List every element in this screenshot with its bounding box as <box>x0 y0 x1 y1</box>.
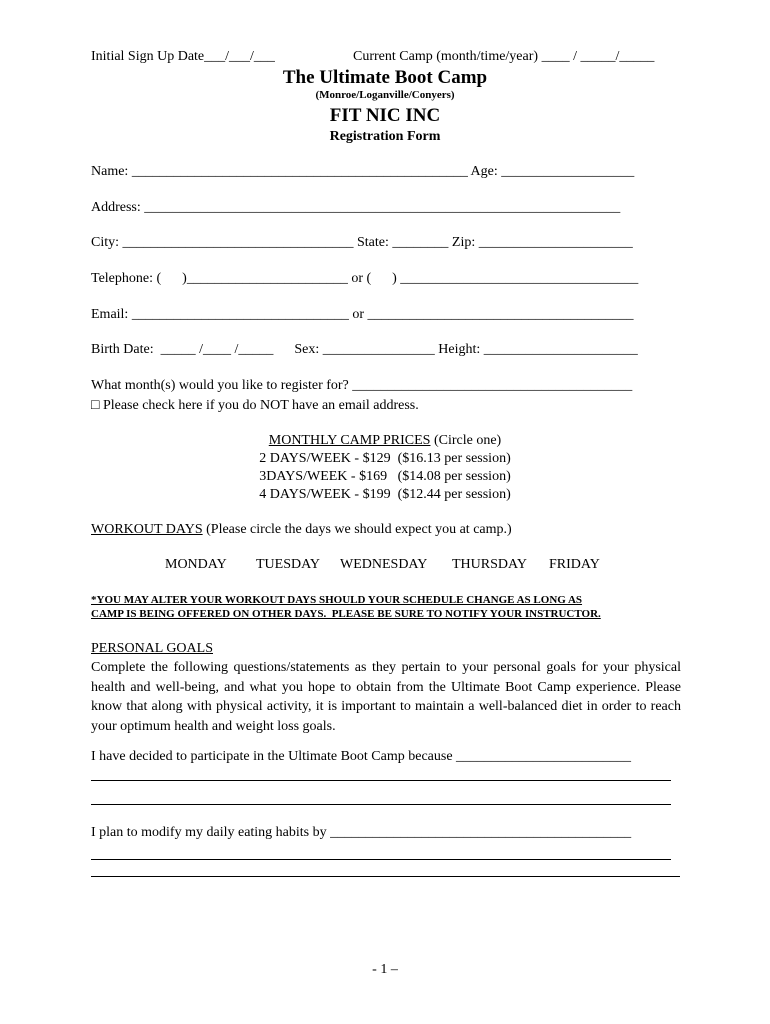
goal-question-eating[interactable]: I plan to modify my daily eating habits by ___________________________________________ <box>91 825 632 840</box>
day-monday[interactable]: MONDAY <box>165 557 227 572</box>
signup-date-field[interactable]: Initial Sign Up Date___/___/___ <box>91 49 275 64</box>
goal-question-reason[interactable]: I have decided to participate in the Ultimate Boot Camp because _________________________ <box>91 749 632 764</box>
company-name: FIT NIC INC <box>329 105 441 126</box>
day-friday[interactable]: FRIDAY <box>549 557 600 572</box>
schedule-warning-line-2: CAMP IS BEING OFFERED ON OTHER DAYS. PLEASE BE SURE TO NOTIFY YOUR INSTRUCTOR. <box>91 608 601 620</box>
address-field[interactable]: Address: ____________________________________________________________________ <box>91 200 621 215</box>
day-thursday[interactable]: THURSDAY <box>452 557 527 572</box>
goals-intro: Complete the following questions/statements as they pertain to your personal goals for your physical health and well-being, and what you hope to obtain from the Ultimate Boot Camp experience. Please know that along with physical activity, it is important to maintain a well-balanced diet in order to reach your optimum health and weight loss goals. <box>91 660 681 734</box>
price-option[interactable]: 3DAYS/WEEK - $169 ($14.08 per session) <box>259 469 511 484</box>
telephone-field[interactable]: Telephone: ( )_______________________ or ( ) __________________________________ <box>91 271 639 286</box>
prices-heading-line <box>0 433 770 449</box>
city-state-zip-field[interactable]: City: _________________________________ State: ________ Zip: ______________________ <box>91 235 633 250</box>
price-option[interactable]: 2 DAYS/WEEK - $129 ($16.13 per session) <box>259 451 511 466</box>
workout-heading-line <box>91 522 512 538</box>
day-tuesday[interactable]: TUESDAY <box>256 557 321 572</box>
form-name: Registration Form <box>329 129 441 144</box>
goals-heading: PERSONAL GOALS <box>91 641 213 656</box>
answer-line[interactable] <box>91 804 671 805</box>
day-wednesday[interactable]: WEDNESDAY <box>340 557 428 572</box>
price-option[interactable]: 4 DAYS/WEEK - $199 ($12.44 per session) <box>259 487 511 502</box>
no-email-checkbox[interactable]: □ Please check here if you do NOT have an email address. <box>91 398 419 413</box>
answer-line[interactable] <box>91 780 671 781</box>
name-age-field[interactable]: Name: ________________________________________________ Age: ___________________ <box>91 164 635 179</box>
schedule-warning-line-1: *YOU MAY ALTER YOUR WORKOUT DAYS SHOULD YOUR SCHEDULE CHANGE AS LONG AS <box>91 594 583 606</box>
email-field[interactable]: Email: _______________________________ or ______________________________________ <box>91 307 634 322</box>
prices-note: (Circle one) <box>430 433 502 448</box>
current-camp-field[interactable]: Current Camp (month/time/year) ____ / _____/_____ <box>353 49 655 64</box>
workout-note: (Please circle the days we should expect you at camp.) <box>202 522 512 537</box>
page-number: - 1 – <box>372 962 398 977</box>
birth-sex-height-field[interactable]: Birth Date: _____ /____ /_____ Sex: ________________ Height: ______________________ <box>91 342 638 357</box>
answer-line[interactable] <box>91 859 671 860</box>
page-title: The Ultimate Boot Camp <box>282 67 488 88</box>
workout-heading: WORKOUT DAYS <box>91 522 203 537</box>
register-months-field[interactable]: What month(s) would you like to register for? ________________________________________ <box>91 378 633 393</box>
locations-subtitle: (Monroe/Loganville/Conyers) <box>315 89 455 101</box>
answer-line[interactable] <box>91 876 680 877</box>
prices-heading: MONTHLY CAMP PRICES <box>268 433 431 448</box>
